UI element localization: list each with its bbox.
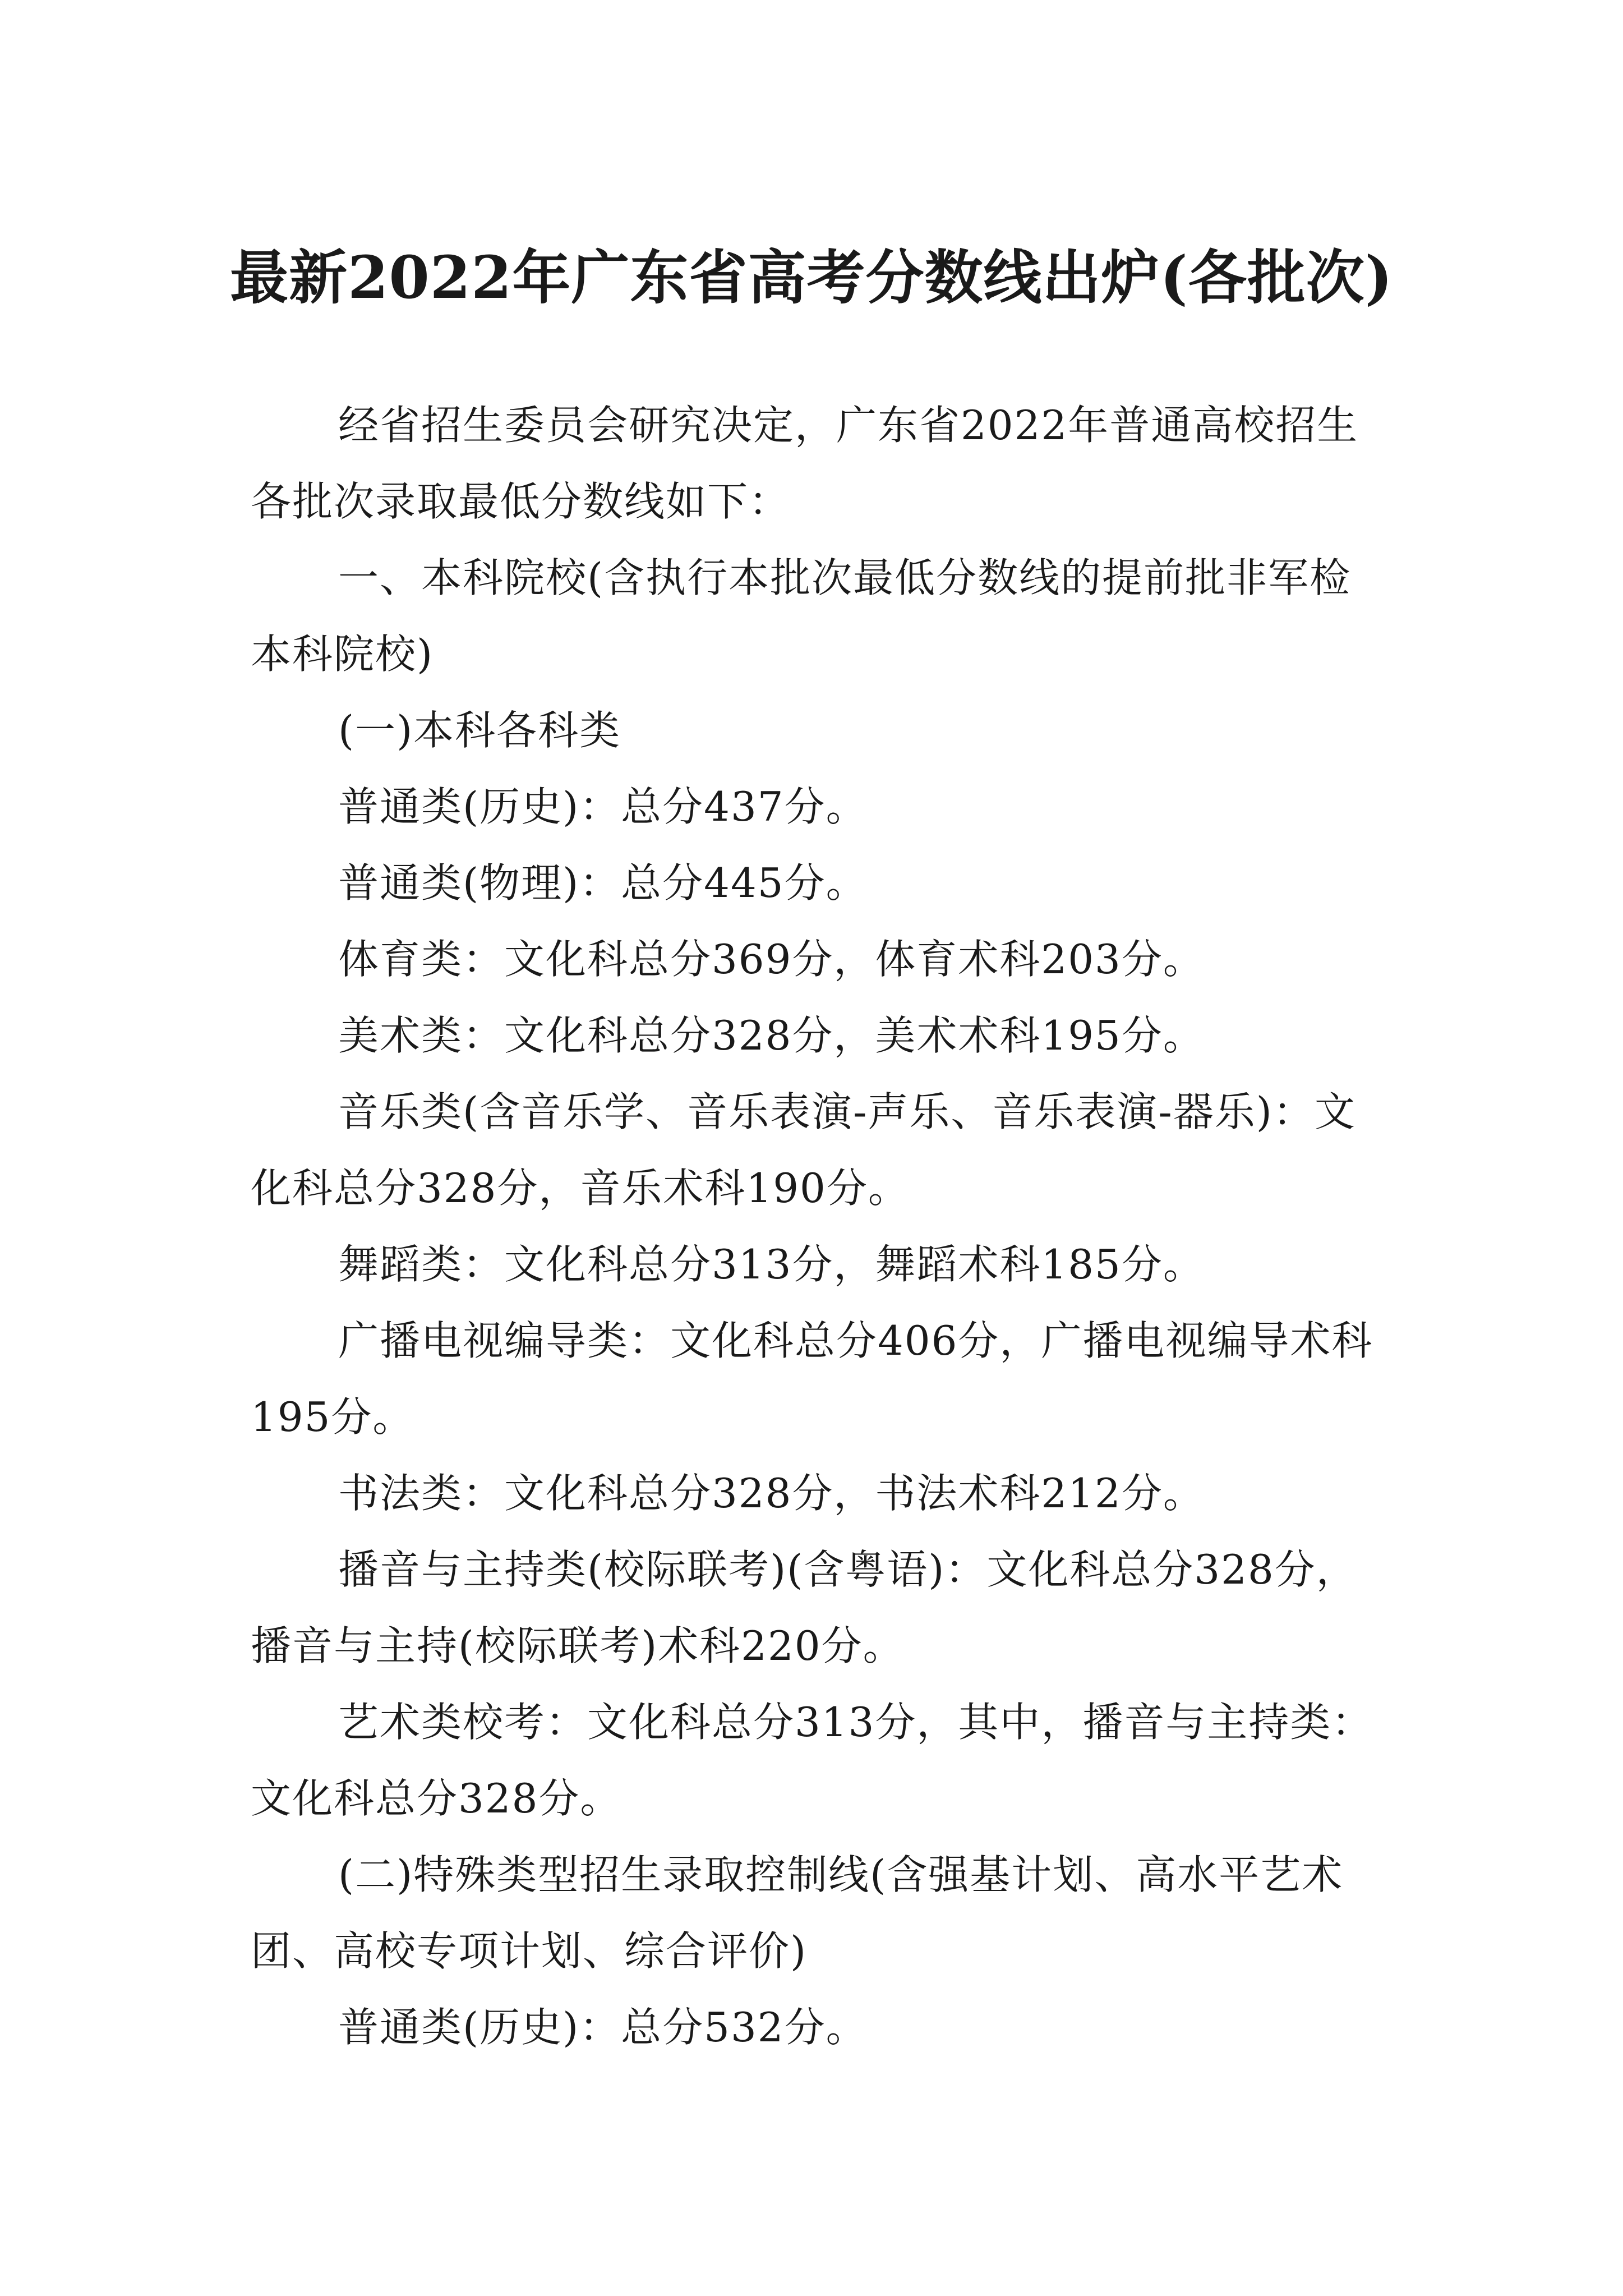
paragraph-broadcasting-hosting: 播音与主持类(校际联考)(含粤语)：文化科总分328分，播音与主持(校际联考)术科220分。 [251,1546,1358,1669]
paragraph-special-history: 普通类(历史)：总分532分。 [338,2004,868,2051]
subsection-heading-special-admission: (二)特殊类型招生录取控制线(含强基计划、高水平艺术团、高校专项计划、综合评价) [251,1851,1344,1975]
paragraph-intro: 经省招生委员会研究决定，广东省2022年普通高校招生各批次录取最低分数线如下： [251,402,1359,525]
document-body [251,387,1389,2065]
document-title: 最新2022年广东省高考分数线出炉(各批次) [230,242,1393,312]
paragraph-dance: 舞蹈类：文化科总分313分，舞蹈术科185分。 [338,1241,1205,1288]
paragraph-history: 普通类(历史)：总分437分。 [338,783,868,830]
subsection-heading-categories: (一)本科各科类 [338,707,621,754]
paragraph-music: 音乐类(含音乐学、音乐表演-声乐、音乐表演-器乐)：文化科总分328分，音乐术科190分。 [251,1088,1356,1212]
paragraph-sports: 体育类：文化科总分369分，体育术科203分。 [338,936,1205,983]
paragraph-fine-arts: 美术类：文化科总分328分，美术术科195分。 [338,1012,1205,1059]
paragraph-broadcast-directing: 广播电视编导类：文化科总分406分，广播电视编导术科195分。 [251,1317,1373,1441]
paragraph-calligraphy: 书法类：文化科总分328分，书法术科212分。 [338,1470,1205,1517]
paragraph-physics: 普通类(物理)：总分445分。 [338,859,868,907]
section-heading-undergraduate: 一、本科院校(含执行本批次最低分数线的提前批非军检本科院校) [251,554,1352,678]
paragraph-art-school-exam: 艺术类校考：文化科总分313分，其中，播音与主持类：文化科总分328分。 [251,1699,1373,1822]
